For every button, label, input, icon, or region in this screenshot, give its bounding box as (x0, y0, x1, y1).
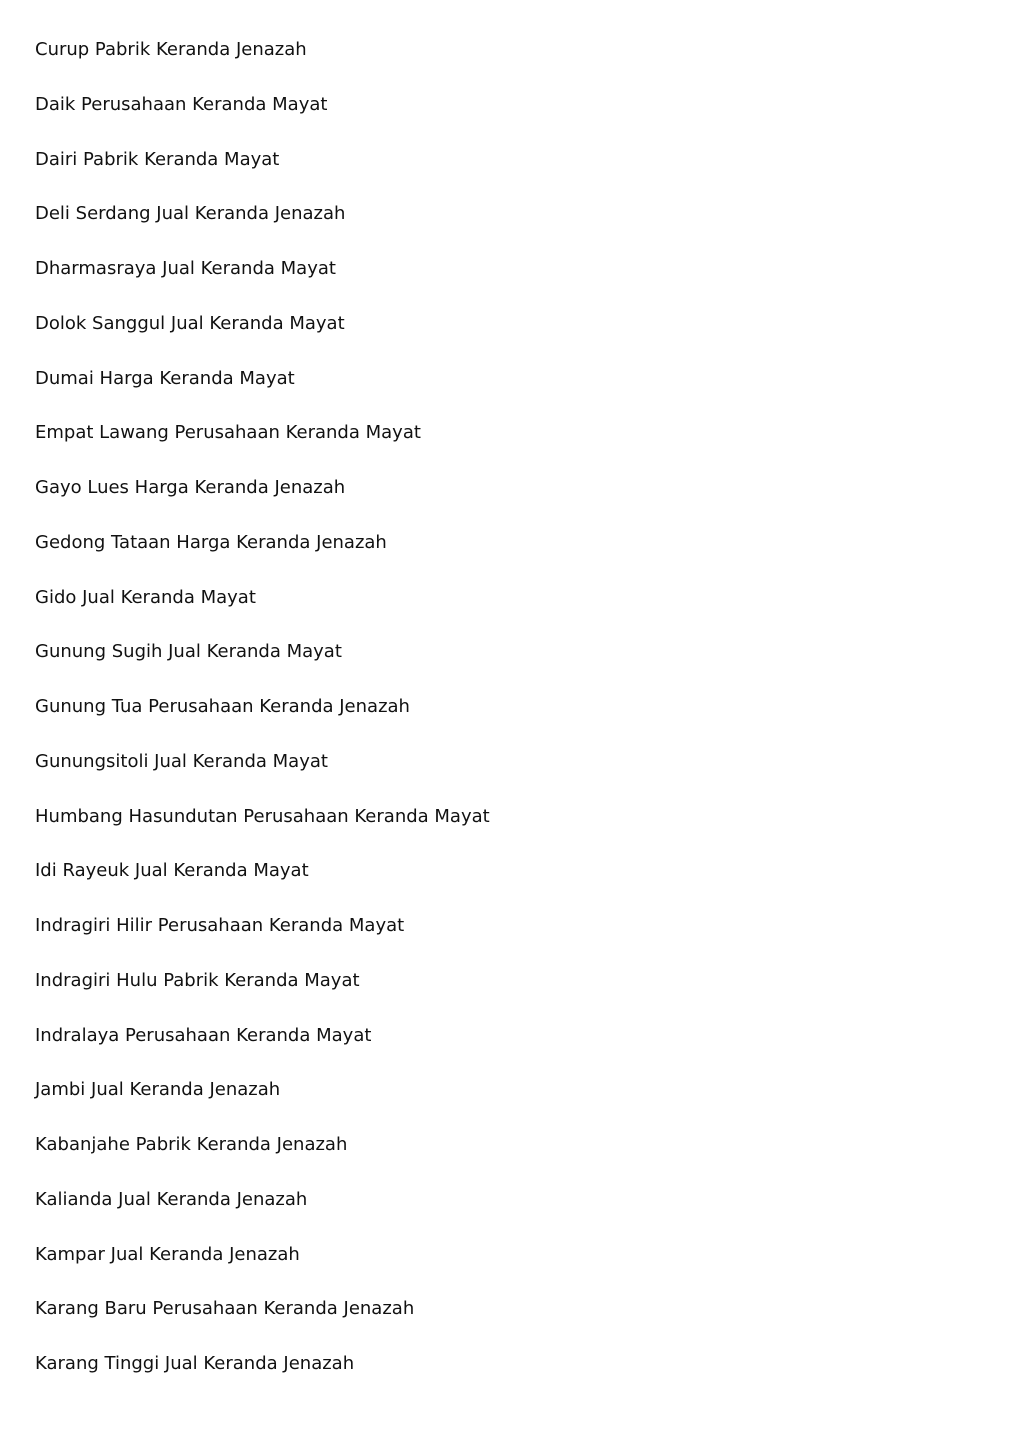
list-item[interactable]: Dharmasraya Jual Keranda Mayat (35, 258, 336, 279)
list-item[interactable]: Gunung Sugih Jual Keranda Mayat (35, 641, 342, 663)
list-item[interactable]: Curup Pabrik Keranda Jenazah (35, 39, 307, 60)
list-item[interactable]: Jambi Jual Keranda Jenazah (35, 1079, 281, 1101)
list-item[interactable]: Gayo Lues Harga Keranda Jenazah (35, 477, 346, 498)
list-item[interactable]: Kalianda Jual Keranda Jenazah (35, 1188, 308, 1210)
list-item[interactable]: Humbang Hasundutan Perusahaan Keranda Mayat (35, 805, 490, 827)
list-item[interactable]: Kabanjahe Pabrik Keranda Jenazah (35, 1134, 348, 1155)
list-item[interactable]: Gunung Tua Perusahaan Keranda Jenazah (35, 696, 410, 717)
list-item[interactable]: Daik Perusahaan Keranda Mayat (35, 93, 328, 115)
list-item[interactable]: Karang Tinggi Jual Keranda Jenazah (35, 1353, 355, 1374)
list-item[interactable]: Idi Rayeuk Jual Keranda Mayat (35, 860, 309, 882)
list-item[interactable]: Gido Jual Keranda Mayat (35, 586, 256, 608)
list-item[interactable]: Deli Serdang Jual Keranda Jenazah (35, 203, 346, 225)
list-item[interactable]: Karang Baru Perusahaan Keranda Jenazah (35, 1298, 415, 1320)
list-item[interactable]: Dumai Harga Keranda Mayat (35, 367, 295, 389)
location-list (35, 36, 490, 1405)
list-item[interactable]: Indragiri Hulu Pabrik Keranda Mayat (35, 969, 360, 991)
list-item[interactable]: Gunungsitoli Jual Keranda Mayat (35, 750, 328, 772)
list-item[interactable]: Kampar Jual Keranda Jenazah (35, 1243, 300, 1265)
list-item[interactable]: Gedong Tataan Harga Keranda Jenazah (35, 531, 387, 553)
list-item[interactable]: Indragiri Hilir Perusahaan Keranda Mayat (35, 915, 405, 936)
list-item[interactable]: Empat Lawang Perusahaan Keranda Mayat (35, 422, 421, 444)
list-item[interactable]: Dairi Pabrik Keranda Mayat (35, 148, 280, 170)
list-item[interactable]: Indralaya Perusahaan Keranda Mayat (35, 1024, 372, 1046)
list-item[interactable]: Dolok Sanggul Jual Keranda Mayat (35, 312, 345, 334)
